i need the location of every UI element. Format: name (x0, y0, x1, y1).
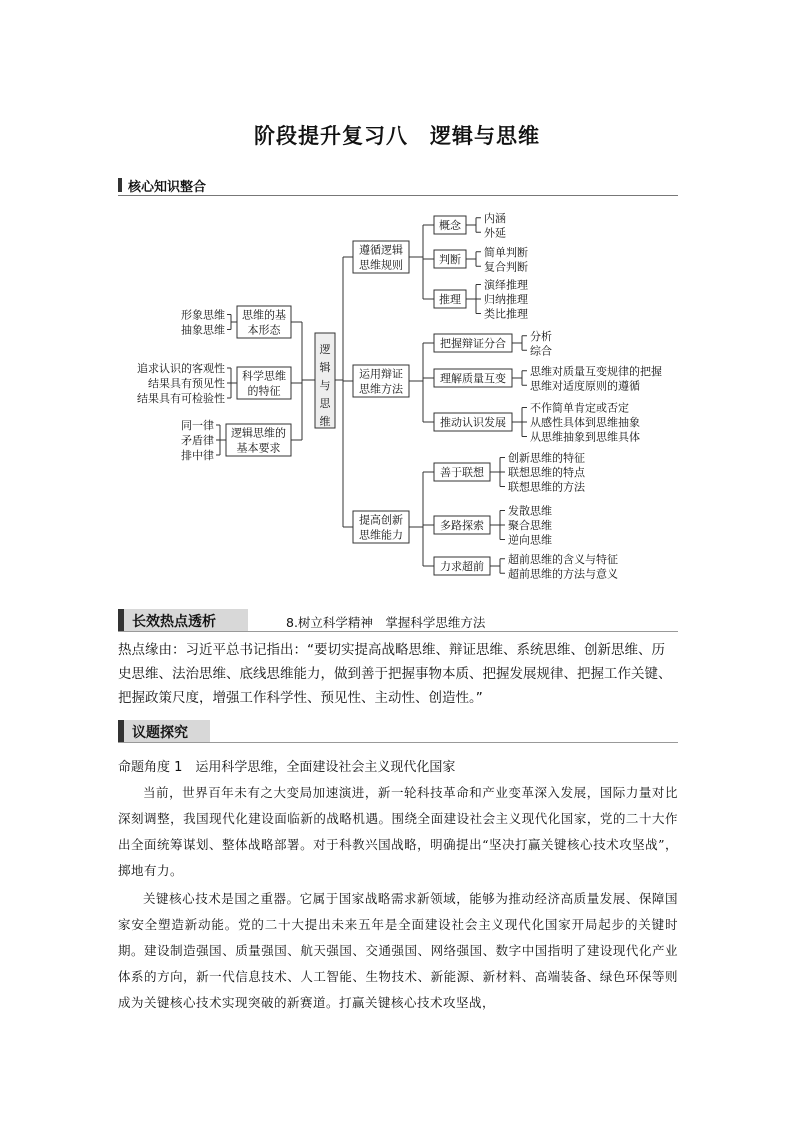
right-item: 从感性具体到思维抽象 (530, 416, 640, 429)
banner-topic: 8.树立科学精神 掌握科学思维方法 (286, 615, 486, 630)
node-label: 思维的基 (242, 308, 286, 322)
right-item: 简单判断 (484, 245, 528, 259)
node-label: 善于联想 (440, 466, 484, 479)
node-label: 科学思维 (242, 369, 286, 383)
left-item: 同一律 (181, 419, 214, 432)
center-label: 维 (319, 415, 331, 428)
node-label: 基本要求 (236, 441, 281, 455)
banner-marker (118, 720, 124, 742)
right-item: 外延 (484, 226, 506, 240)
node-label: 理解质量互变 (440, 372, 506, 385)
left-item: 抽象思维 (181, 323, 225, 337)
right-item: 超前思维的方法与意义 (508, 567, 618, 581)
node-label: 思维规则 (359, 258, 403, 272)
body-paragraph-1: 当前，世界百年未有之大变局加速演进，新一轮科技革命和产业变革深入发展，国际力量对比深刻调整，我国现代化建设面临新的战略机遇。围绕全面建设社会主义现代化国家，党的二十大作出全面统筹谋划、整体战略部署。对于科教兴国战略，明确提出“坚决打赢关键核心技术攻坚战”，掷地有力。 (118, 785, 678, 878)
right-item: 发散思维 (508, 504, 552, 518)
node-label: 力求超前 (440, 560, 484, 573)
node-label: 判断 (439, 253, 461, 266)
right-item: 思维对适度原则的遵循 (530, 379, 640, 393)
section-banner-hot (118, 609, 678, 631)
node-label: 推理 (439, 293, 461, 306)
left-item: 形象思维 (181, 308, 225, 322)
node-label: 思维能力 (359, 528, 403, 542)
left-item: 结果具有可检验性 (137, 392, 225, 405)
right-item: 思维对质量互变规律的把握 (530, 364, 662, 378)
hot-paragraph: 热点缘由：习近平总书记指出：“要切实提高战略思维、辩证思维、系统思维、创新思维、历史思维、法治思维、底线思维能力，做到善于把握事物本质、把握发展规律、把握工作关键、把握政策尺度，增强工作科学性、预见性、主动性、创造性。” (118, 642, 672, 706)
right-item: 综合 (530, 344, 552, 358)
body-paragraph-2: 关键核心技术是国之重器。它属于国家战略需求新领域，能够为推动经济高质量发展、保障国家安全塑造新动能。党的二十大提出未来五年是全面建设社会主义现代化国家开局起步的关键时期。建设制造强国、质量强国、航天强国、交通强国、网络强国、数字中国指明了建设现代化产业体系的方向，新一代信息技术、人工智能、生物技术、新能源、新材料、高端装备、绿色环保等则成为关键核心技术实现突破的新赛道。打赢关键核心技术攻坚战， (118, 891, 678, 1010)
left-item: 追求认识的客观性 (137, 362, 225, 375)
right-item: 内涵 (484, 211, 506, 225)
node-label: 运用辩证 (359, 367, 403, 381)
right-item: 逆向思维 (508, 533, 552, 547)
banner-box (118, 609, 248, 631)
left-item: 结果具有预见性 (148, 377, 225, 390)
right-item: 类比推理 (484, 307, 528, 321)
node-label: 本形态 (247, 323, 281, 337)
right-item: 创新思维的特征 (508, 451, 585, 465)
section-header-core (118, 176, 678, 194)
left-item: 矛盾律 (181, 434, 214, 447)
section-title: 核心知识整合 (128, 180, 207, 195)
divider (118, 742, 678, 743)
right-item: 不作简单肯定或否定 (530, 401, 629, 415)
node-label: 把握辩证分合 (440, 337, 506, 350)
banner-title: 长效热点透析 (132, 614, 216, 630)
node-label: 逻辑思维的 (231, 426, 286, 440)
right-item: 聚合思维 (508, 519, 552, 532)
right-item: 演绎推理 (484, 278, 528, 292)
section-header-discussion (118, 720, 678, 742)
right-item: 联想思维的方法 (508, 480, 585, 494)
divider (118, 631, 678, 632)
center-label: 思 (319, 397, 331, 410)
page-title: 阶段提升复习八 逻辑与思维 (254, 124, 540, 148)
node-label: 提高创新 (359, 513, 403, 527)
right-item: 从思维抽象到思维具体 (530, 430, 640, 444)
right-item: 超前思维的含义与特征 (508, 552, 618, 566)
section-marker (118, 178, 122, 192)
right-item: 复合判断 (484, 260, 528, 274)
banner-marker (118, 609, 124, 631)
mind-map (0, 200, 794, 585)
center-label: 与 (319, 379, 331, 392)
center-label: 逻 (319, 343, 331, 356)
node-label: 多路探索 (440, 519, 484, 532)
node-label: 概念 (439, 219, 461, 232)
right-item: 联想思维的特点 (508, 466, 585, 479)
center-label: 辑 (319, 361, 331, 374)
banner-title: 议题探究 (132, 725, 188, 741)
node-label: 思维方法 (359, 382, 403, 396)
banner-box (118, 720, 210, 742)
node-label: 推动认识发展 (440, 416, 506, 429)
node-label: 的特征 (247, 384, 281, 398)
right-item: 分析 (530, 329, 552, 343)
right-item: 归纳推理 (484, 293, 528, 306)
left-item: 排中律 (181, 449, 214, 462)
node-label: 遵循逻辑 (359, 243, 403, 257)
sub-question: 命题角度 1 运用科学思维，全面建设社会主义现代化国家 (118, 760, 456, 775)
divider (118, 195, 678, 196)
